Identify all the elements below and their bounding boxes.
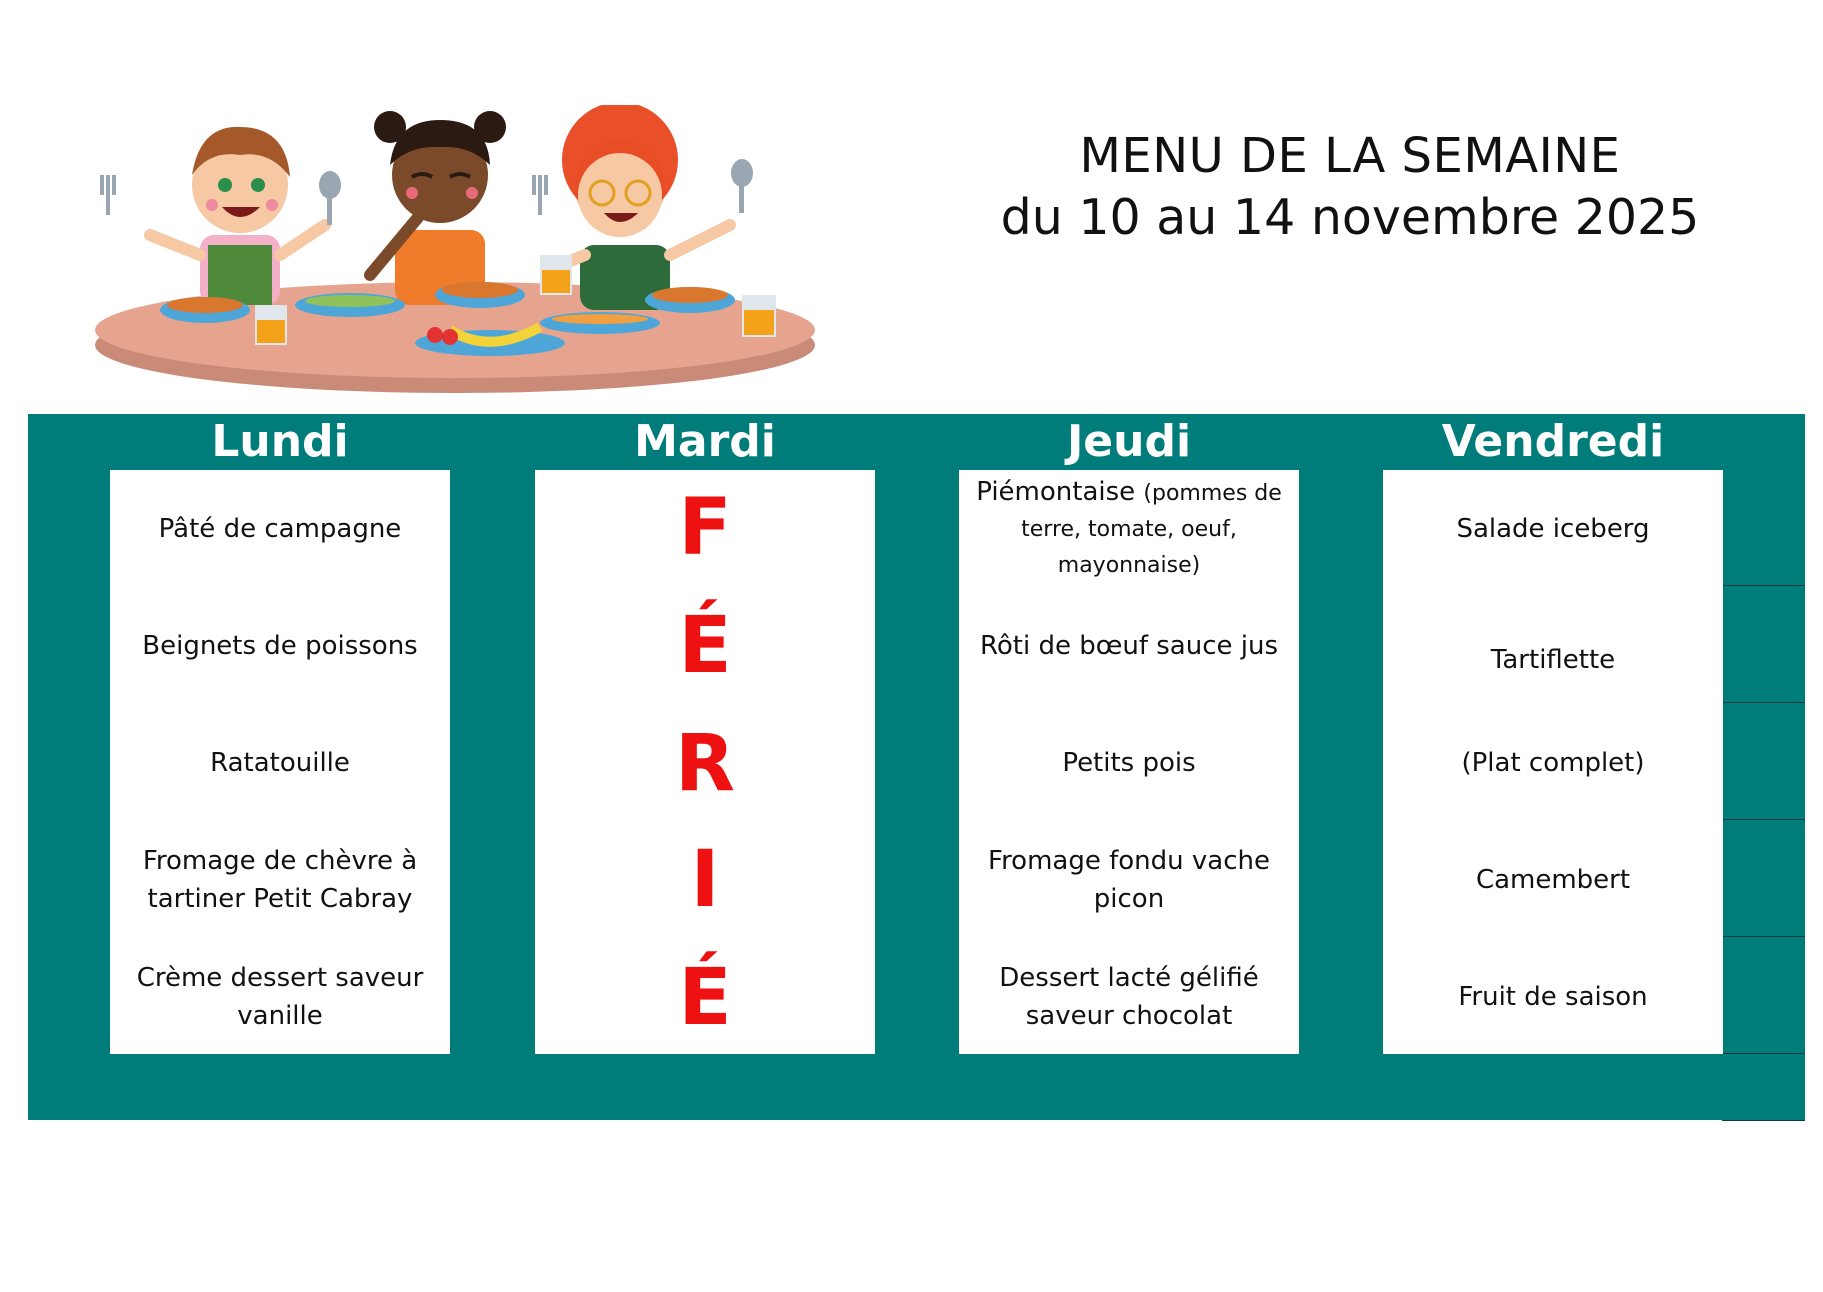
menu-item: Salade iceberg <box>1456 513 1650 544</box>
menu-item: Camembert <box>1475 864 1631 895</box>
day-header-mardi: Mardi <box>634 416 776 467</box>
row-divider <box>1722 936 1805 937</box>
menu-item-detail: (pommes de terre, tomate, oeuf, mayonnaise) <box>1021 480 1282 578</box>
menu-item: Tartiflette <box>1490 645 1616 675</box>
menu-item: Fromage fondu vache picon <box>988 845 1270 914</box>
column-mardi <box>535 470 875 1054</box>
menu-item: Rôti de bœuf sauce jus <box>979 630 1278 661</box>
row-divider <box>1722 819 1805 820</box>
menu-item: Crème dessert saveur vanille <box>136 962 424 1031</box>
ferie-letter: É <box>678 953 732 1043</box>
row-divider <box>1722 585 1805 586</box>
child-boy-left <box>102 127 341 305</box>
menu-item <box>959 470 1299 587</box>
menu-item: (Plat complet) <box>1461 747 1645 778</box>
row-divider <box>1722 702 1805 703</box>
day-header-lundi: Lundi <box>211 416 349 467</box>
column-vendredi <box>1383 470 1723 1054</box>
menu-item-name: Piémontaise <box>976 476 1136 507</box>
menu-item: Petits pois <box>1062 747 1196 778</box>
menu-title: MENU DE LA SEMAINE <box>1079 128 1621 184</box>
column-jeudi <box>959 470 1299 1054</box>
menu-heading <box>990 125 1710 249</box>
ferie-letter: É <box>678 601 732 691</box>
ferie-letter: I <box>690 835 720 925</box>
row-divider <box>1722 1053 1805 1054</box>
day-header-vendredi: Vendredi <box>1441 416 1665 467</box>
row-divider <box>1722 1120 1805 1121</box>
day-header-jeudi: Jeudi <box>1066 416 1192 467</box>
ferie-letter: F <box>678 483 732 573</box>
menu-item: Fromage de chèvre à tartiner Petit Cabray <box>142 845 418 914</box>
menu-item: Pâté de campagne <box>158 513 402 544</box>
menu-item: Dessert lacté gélifié saveur chocolat <box>999 962 1259 1031</box>
children-eating-illustration <box>90 105 830 395</box>
ferie-letter: R <box>674 719 736 809</box>
menu-item: Ratatouille <box>210 747 350 778</box>
menu-item: Fruit de saison <box>1458 981 1648 1012</box>
column-lundi <box>110 470 450 1054</box>
menu-dates: du 10 au 14 novembre 2025 <box>1000 189 1700 246</box>
menu-item: Beignets de poissons <box>142 630 418 661</box>
child-girl-middle <box>370 111 506 305</box>
